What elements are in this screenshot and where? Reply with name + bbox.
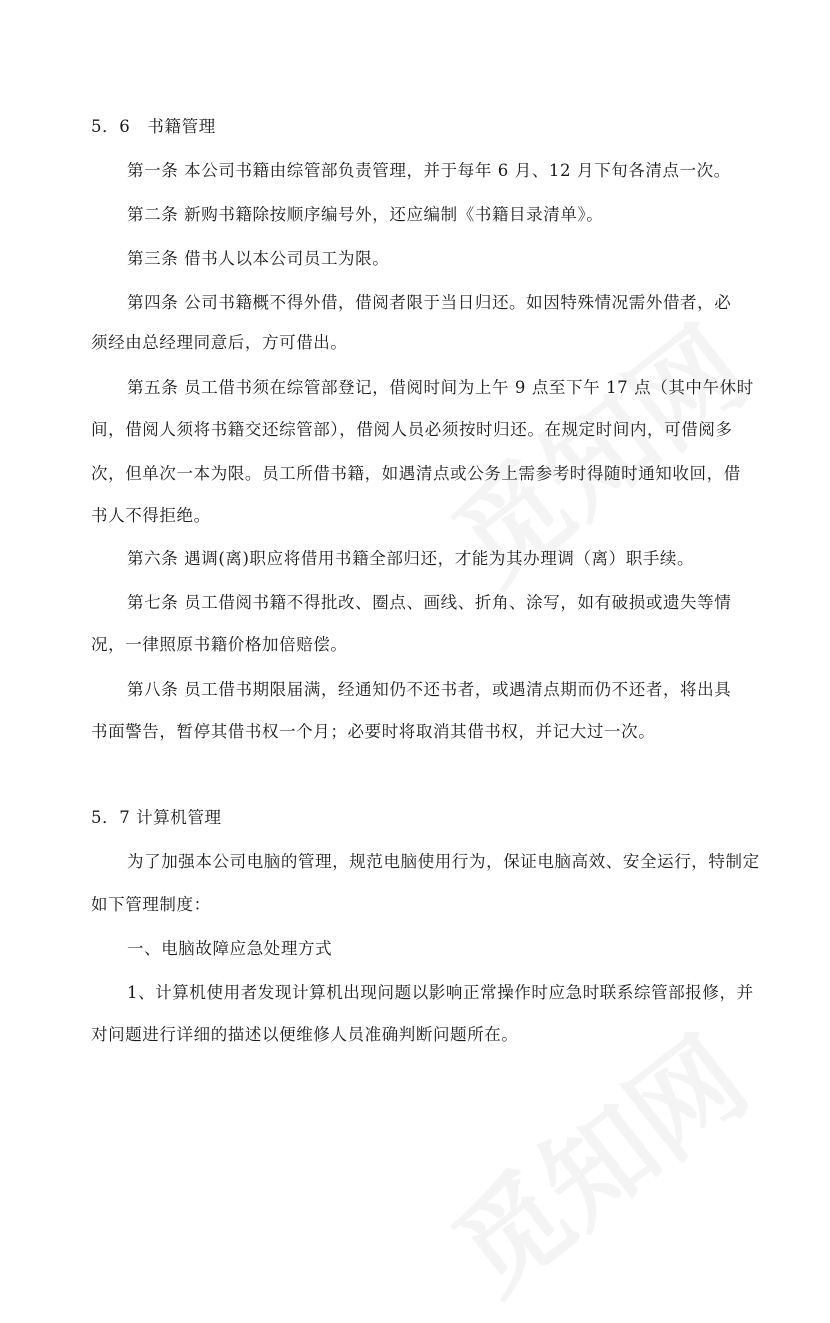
paragraph-line: 第六条 遇调(离)职应将借用书籍全部归还，才能为其办理调（离）职手续。 bbox=[127, 549, 695, 568]
section-heading: 5．7 计算机管理 bbox=[91, 808, 222, 827]
paragraph-line: 第一条 本公司书籍由综管部负责管理，并于每年 6 月、12 月下旬各清点一次。 bbox=[127, 161, 731, 180]
paragraph-line: 第五条 员工借书须在综管部登记，借阅时间为上午 9 点至下午 17 点（其中午休时 bbox=[127, 378, 754, 397]
paragraph-line: 一、电脑故障应急处理方式 bbox=[127, 939, 333, 958]
paragraph-line: 第四条 公司书籍概不得外借，借阅者限于当日归还。如因特殊情况需外借者，必 bbox=[127, 293, 732, 312]
paragraph-line: 第二条 新购书籍除按顺序编号外，还应编制《书籍目录清单》。 bbox=[127, 205, 604, 224]
paragraph-line: 如下管理制度： bbox=[91, 895, 211, 914]
paragraph-line: 第八条 员工借书期限届满，经通知仍不还书者，或遇清点期而仍不还者，将出具 bbox=[127, 680, 732, 699]
paragraph-line: 书面警告，暂停其借书权一个月；必要时将取消其借书权，并记大过一次。 bbox=[91, 722, 656, 741]
paragraph-line: 间，借阅人须将书籍交还综管部），借阅人员必须按时归还。在规定时间内，可借阅多 bbox=[91, 420, 733, 439]
paragraph-line: 第三条 借书人以本公司员工为限。 bbox=[127, 249, 390, 268]
paragraph-line: 为了加强本公司电脑的管理，规范电脑使用行为，保证电脑高效、安全运行，特制定 bbox=[127, 852, 760, 871]
paragraph-line: 书人不得拒绝。 bbox=[91, 506, 211, 525]
paragraph-line: 须经由总经理同意后，方可借出。 bbox=[91, 333, 348, 352]
paragraph-line: 第七条 员工借阅书籍不得批改、圈点、画线、折角、涂写，如有破损或遗失等情 bbox=[127, 593, 732, 612]
paragraph-line: 对问题进行详细的描述以便维修人员准确判断问题所在。 bbox=[91, 1025, 519, 1044]
paragraph-line: 次，但单次一本为限。员工所借书籍，如遇清点或公务上需参考时得随时通知收回，借 bbox=[91, 464, 741, 483]
section-heading: 5．6 书籍管理 bbox=[91, 117, 216, 136]
paragraph-line: 况，一律照原书籍价格加倍赔偿。 bbox=[91, 635, 348, 654]
paragraph-line: 1、计算机使用者发现计算机出现问题以影响正常操作时应急时联系综管部报修，并 bbox=[127, 983, 754, 1002]
